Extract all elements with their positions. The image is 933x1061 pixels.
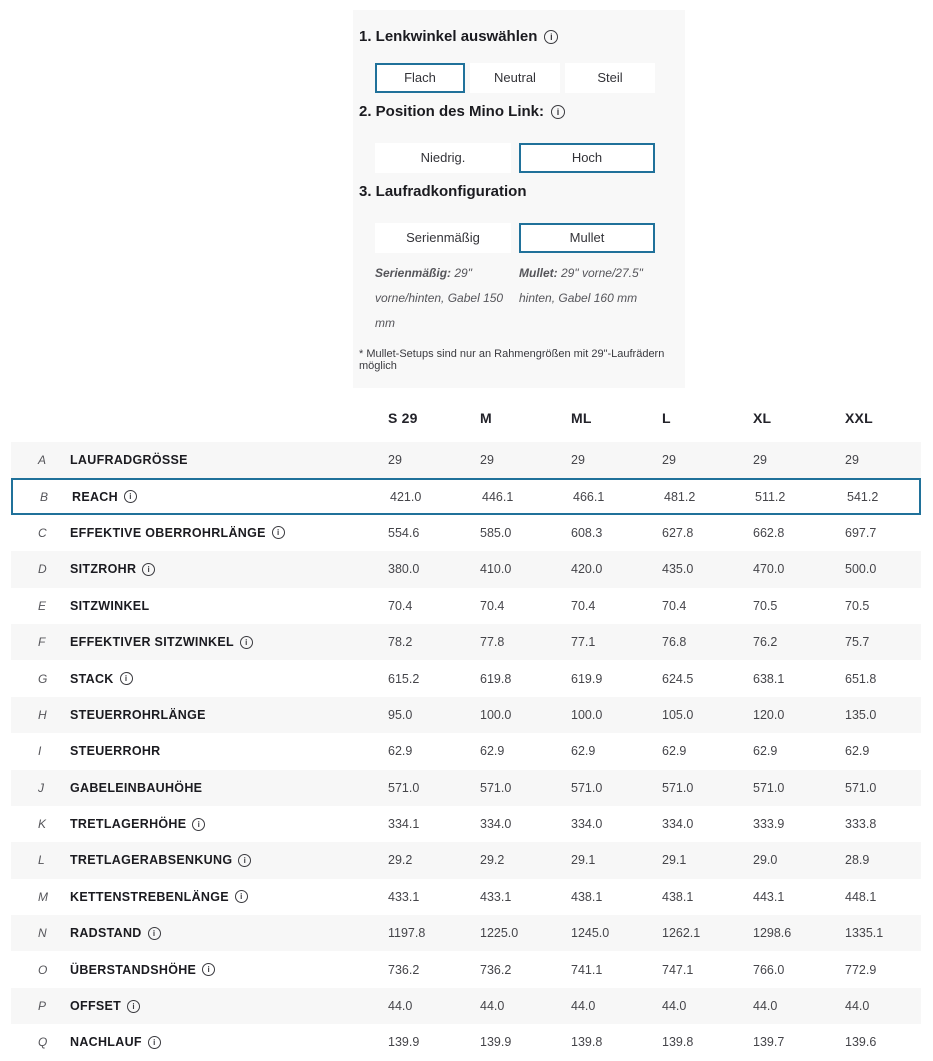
row-label	[70, 562, 155, 576]
option-button-neutral[interactable]: Neutral	[470, 63, 560, 93]
cell-o-m: 736.2	[480, 962, 512, 977]
row-label	[70, 744, 161, 758]
cell-h-l: 105.0	[662, 707, 694, 722]
mullet-description	[519, 261, 655, 336]
row-label-text: NACHLAUF	[70, 1035, 142, 1050]
cell-e-l: 70.4	[662, 598, 687, 613]
row-label	[70, 599, 149, 613]
cell-i-m: 62.9	[480, 744, 505, 759]
cell-q-m: 139.9	[480, 1035, 512, 1050]
cell-d-xl: 470.0	[753, 562, 785, 577]
cell-c-m: 585.0	[480, 525, 512, 540]
cell-a-m: 29	[480, 453, 494, 468]
cell-f-ml: 77.1	[571, 635, 596, 650]
row-letter: J	[38, 780, 44, 795]
row-letter: O	[38, 962, 48, 977]
cell-k-s-29: 334.1	[388, 817, 420, 832]
row-label-text: REACH	[72, 489, 118, 504]
cell-d-l: 435.0	[662, 562, 694, 577]
option-button-mullet[interactable]: Mullet	[519, 223, 655, 253]
column-header-s-29: S 29	[388, 410, 418, 426]
cell-a-l: 29	[662, 453, 676, 468]
cell-k-l: 334.0	[662, 817, 694, 832]
row-letter: Q	[38, 1035, 48, 1050]
row-letter: L	[38, 853, 45, 868]
section-title-laufradkonfiguration-text: 3. Laufradkonfiguration	[359, 183, 527, 200]
cell-g-xl: 638.1	[753, 671, 785, 686]
option-button-hoch[interactable]: Hoch	[519, 143, 655, 173]
cell-d-s-29: 380.0	[388, 562, 420, 577]
row-label	[70, 963, 215, 977]
cell-i-l: 62.9	[662, 744, 687, 759]
cell-q-l: 139.8	[662, 1035, 694, 1050]
cell-l-xxl: 28.9	[845, 853, 870, 868]
geometry-row-e[interactable]	[11, 588, 921, 624]
row-label	[70, 635, 253, 649]
lenkwinkel-button-group	[375, 63, 685, 93]
geometry-configurator-panel	[353, 10, 685, 388]
cell-q-ml: 139.8	[571, 1035, 603, 1050]
row-letter: H	[38, 707, 47, 722]
row-letter: P	[38, 999, 47, 1014]
cell-m-xxl: 448.1	[845, 889, 877, 904]
cell-b-m: 446.1	[482, 489, 514, 504]
info-icon[interactable]: i	[124, 490, 137, 503]
cell-o-s-29: 736.2	[388, 962, 420, 977]
cell-c-xxl: 697.7	[845, 525, 877, 540]
cell-f-l: 76.8	[662, 635, 687, 650]
row-letter: I	[38, 744, 42, 759]
info-icon[interactable]: i	[272, 526, 285, 539]
cell-l-ml: 29.1	[571, 853, 596, 868]
row-letter: F	[38, 635, 46, 650]
row-label-text: KETTENSTREBENLÄNGE	[70, 889, 229, 904]
row-letter: D	[38, 562, 47, 577]
column-header-xxl: XXL	[845, 410, 873, 426]
cell-l-l: 29.1	[662, 853, 687, 868]
cell-g-s-29: 615.2	[388, 671, 420, 686]
cell-k-ml: 334.0	[571, 817, 603, 832]
cell-a-s-29: 29	[388, 453, 402, 468]
info-icon[interactable]: i	[202, 963, 215, 976]
cell-j-xl: 571.0	[753, 780, 785, 795]
row-letter: N	[38, 926, 47, 941]
row-label	[70, 890, 248, 904]
cell-i-xxl: 62.9	[845, 744, 870, 759]
cell-j-xxl: 571.0	[845, 780, 877, 795]
geometry-row-n[interactable]	[11, 915, 921, 951]
geometry-row-f[interactable]	[11, 624, 921, 660]
cell-b-xxl: 541.2	[847, 489, 879, 504]
section-title-mino-link	[359, 103, 685, 120]
row-letter: C	[38, 525, 47, 540]
row-label-text: STACK	[70, 671, 114, 686]
cell-o-ml: 741.1	[571, 962, 603, 977]
row-label-text: GABELEINBAUHÖHE	[70, 780, 203, 795]
cell-b-xl: 511.2	[755, 489, 786, 504]
cell-j-s-29: 571.0	[388, 780, 420, 795]
cell-e-xl: 70.5	[753, 598, 778, 613]
mullet-description-text: 29" vorne/27.5" hinten, Gabel 160 mm	[519, 266, 643, 305]
info-icon[interactable]: i	[551, 105, 565, 119]
row-label	[70, 853, 251, 867]
cell-k-xxl: 333.8	[845, 817, 877, 832]
option-button-niedrig-[interactable]: Niedrig.	[375, 143, 511, 173]
cell-l-s-29: 29.2	[388, 853, 413, 868]
cell-p-ml: 44.0	[571, 999, 596, 1014]
cell-o-xl: 766.0	[753, 962, 785, 977]
column-header-ml: ML	[571, 410, 592, 426]
info-icon[interactable]: i	[544, 30, 558, 44]
mullet-description-lead: Mullet:	[519, 266, 558, 280]
cell-h-xl: 120.0	[753, 707, 785, 722]
column-header-l: L	[662, 410, 671, 426]
row-label-text: SITZWINKEL	[70, 598, 150, 613]
cell-p-xxl: 44.0	[845, 999, 870, 1014]
geometry-row-c[interactable]	[11, 515, 921, 551]
column-header-m: M	[480, 410, 492, 426]
cell-q-xl: 139.7	[753, 1035, 785, 1050]
row-label-text: LAUFRADGRÖSSE	[70, 453, 188, 468]
cell-q-s-29: 139.9	[388, 1035, 420, 1050]
cell-n-xl: 1298.6	[753, 926, 792, 941]
cell-m-s-29: 433.1	[388, 889, 420, 904]
section-title-lenkwinkel-text: 1. Lenkwinkel auswählen	[359, 28, 538, 45]
cell-e-s-29: 70.4	[388, 598, 413, 613]
cell-g-xxl: 651.8	[845, 671, 877, 686]
row-label	[70, 526, 285, 540]
mino-link-button-group	[375, 143, 685, 173]
cell-h-xxl: 135.0	[845, 707, 877, 722]
info-icon[interactable]: i	[148, 1036, 161, 1049]
section-title-laufradkonfiguration	[359, 183, 685, 200]
row-label	[70, 708, 206, 722]
cell-h-s-29: 95.0	[388, 707, 413, 722]
laufrad-button-group	[375, 223, 685, 253]
cell-e-ml: 70.4	[571, 598, 596, 613]
cell-n-ml: 1245.0	[571, 926, 610, 941]
cell-b-ml: 466.1	[573, 489, 605, 504]
cell-k-xl: 333.9	[753, 817, 785, 832]
cell-j-m: 571.0	[480, 780, 512, 795]
row-label-text: RADSTAND	[70, 926, 142, 941]
cell-f-xxl: 75.7	[845, 635, 870, 650]
row-label	[70, 781, 202, 795]
geometry-row-g[interactable]	[11, 660, 921, 696]
geometry-table-body	[0, 442, 933, 1061]
cell-e-m: 70.4	[480, 598, 505, 613]
row-letter: A	[38, 453, 47, 468]
cell-a-ml: 29	[571, 453, 585, 468]
option-button-steil[interactable]: Steil	[565, 63, 655, 93]
mullet-footnote: * Mullet-Setups sind nur an Rahmengrößen mit 29"-Laufrädern möglich	[359, 348, 665, 372]
cell-c-ml: 608.3	[571, 525, 603, 540]
cell-p-l: 44.0	[662, 999, 687, 1014]
section-title-mino-link-text: 2. Position des Mino Link:	[359, 103, 545, 120]
cell-c-xl: 662.8	[753, 525, 785, 540]
row-label-text: STEUERROHR	[70, 744, 161, 759]
geometry-row-a[interactable]	[11, 442, 921, 478]
row-label	[70, 1035, 161, 1049]
info-icon[interactable]: i	[148, 927, 161, 940]
row-label-text: STEUERROHRLÄNGE	[70, 707, 206, 722]
cell-g-l: 624.5	[662, 671, 694, 686]
geometry-row-k[interactable]	[11, 806, 921, 842]
cell-l-xl: 29.0	[753, 853, 778, 868]
row-letter: B	[40, 489, 49, 504]
cell-d-ml: 420.0	[571, 562, 603, 577]
cell-i-xl: 62.9	[753, 744, 778, 759]
cell-i-ml: 62.9	[571, 744, 596, 759]
cell-b-l: 481.2	[664, 489, 696, 504]
cell-b-s-29: 421.0	[390, 489, 422, 504]
row-label-text: ÜBERSTANDSHÖHE	[70, 962, 197, 977]
cell-n-l: 1262.1	[662, 926, 701, 941]
option-button-flach[interactable]: Flach	[375, 63, 465, 93]
geometry-row-j[interactable]	[11, 770, 921, 806]
row-label-text: OFFSET	[70, 999, 122, 1014]
cell-g-m: 619.8	[480, 671, 512, 686]
cell-h-ml: 100.0	[571, 707, 603, 722]
cell-f-xl: 76.2	[753, 635, 778, 650]
row-letter: G	[38, 671, 48, 686]
column-header-xl: XL	[753, 410, 772, 426]
row-label-text: EFFEKTIVE OBERROHRLÄNGE	[70, 525, 266, 540]
cell-p-s-29: 44.0	[388, 999, 413, 1014]
cell-m-l: 438.1	[662, 889, 694, 904]
cell-j-l: 571.0	[662, 780, 694, 795]
row-label-text: EFFEKTIVER SITZWINKEL	[70, 635, 234, 650]
info-icon[interactable]: i	[127, 1000, 140, 1013]
info-icon[interactable]: i	[235, 890, 248, 903]
info-icon[interactable]: i	[142, 563, 155, 576]
cell-o-l: 747.1	[662, 962, 694, 977]
row-label	[70, 453, 188, 467]
serienmaessig-description-text: 29" vorne/hinten, Gabel 150 mm	[375, 266, 504, 330]
cell-n-m: 1225.0	[480, 926, 519, 941]
geometry-row-o[interactable]	[11, 951, 921, 987]
serienmaessig-description-lead: Serienmäßig:	[375, 266, 452, 280]
row-label	[70, 926, 161, 940]
cell-p-m: 44.0	[480, 999, 505, 1014]
row-label	[72, 490, 137, 504]
cell-e-xxl: 70.5	[845, 598, 870, 613]
cell-g-ml: 619.9	[571, 671, 603, 686]
cell-p-xl: 44.0	[753, 999, 778, 1014]
cell-d-xxl: 500.0	[845, 562, 877, 577]
row-letter: E	[38, 598, 47, 613]
geometry-table	[0, 402, 933, 1061]
row-letter: K	[38, 817, 47, 832]
info-icon[interactable]: i	[120, 672, 133, 685]
geometry-row-d[interactable]	[11, 551, 921, 587]
row-label	[70, 999, 140, 1013]
row-label-text: TRETLAGERHÖHE	[70, 817, 187, 832]
cell-f-s-29: 78.2	[388, 635, 413, 650]
cell-c-l: 627.8	[662, 525, 694, 540]
row-label	[70, 817, 205, 831]
cell-m-xl: 443.1	[753, 889, 785, 904]
option-button-serienm-ig[interactable]: Serienmäßig	[375, 223, 511, 253]
section-title-lenkwinkel	[359, 28, 685, 45]
serienmaessig-description	[375, 261, 511, 336]
geometry-row-m[interactable]	[11, 879, 921, 915]
cell-a-xxl: 29	[845, 453, 859, 468]
geometry-row-q[interactable]	[11, 1024, 921, 1060]
geometry-row-b[interactable]	[11, 478, 921, 514]
geometry-row-l[interactable]	[11, 842, 921, 878]
cell-m-m: 433.1	[480, 889, 512, 904]
cell-f-m: 77.8	[480, 635, 505, 650]
cell-l-m: 29.2	[480, 853, 505, 868]
info-icon[interactable]: i	[192, 818, 205, 831]
geometry-row-p[interactable]	[11, 988, 921, 1024]
geometry-row-h[interactable]	[11, 697, 921, 733]
cell-h-m: 100.0	[480, 707, 512, 722]
info-icon[interactable]: i	[238, 854, 251, 867]
cell-d-m: 410.0	[480, 562, 512, 577]
cell-m-ml: 438.1	[571, 889, 603, 904]
cell-i-s-29: 62.9	[388, 744, 413, 759]
info-icon[interactable]: i	[240, 636, 253, 649]
cell-a-xl: 29	[753, 453, 767, 468]
geometry-row-i[interactable]	[11, 733, 921, 769]
row-label-text: TRETLAGERABSENKUNG	[70, 853, 233, 868]
geometry-table-header	[0, 402, 933, 442]
cell-k-m: 334.0	[480, 817, 512, 832]
row-letter: M	[38, 889, 48, 904]
cell-j-ml: 571.0	[571, 780, 603, 795]
row-label-text: SITZROHR	[70, 562, 137, 577]
cell-n-xxl: 1335.1	[845, 926, 884, 941]
cell-q-xxl: 139.6	[845, 1035, 877, 1050]
cell-n-s-29: 1197.8	[388, 926, 426, 941]
row-label	[70, 672, 133, 686]
cell-c-s-29: 554.6	[388, 525, 420, 540]
cell-o-xxl: 772.9	[845, 962, 877, 977]
wheel-config-descriptions	[375, 261, 685, 336]
